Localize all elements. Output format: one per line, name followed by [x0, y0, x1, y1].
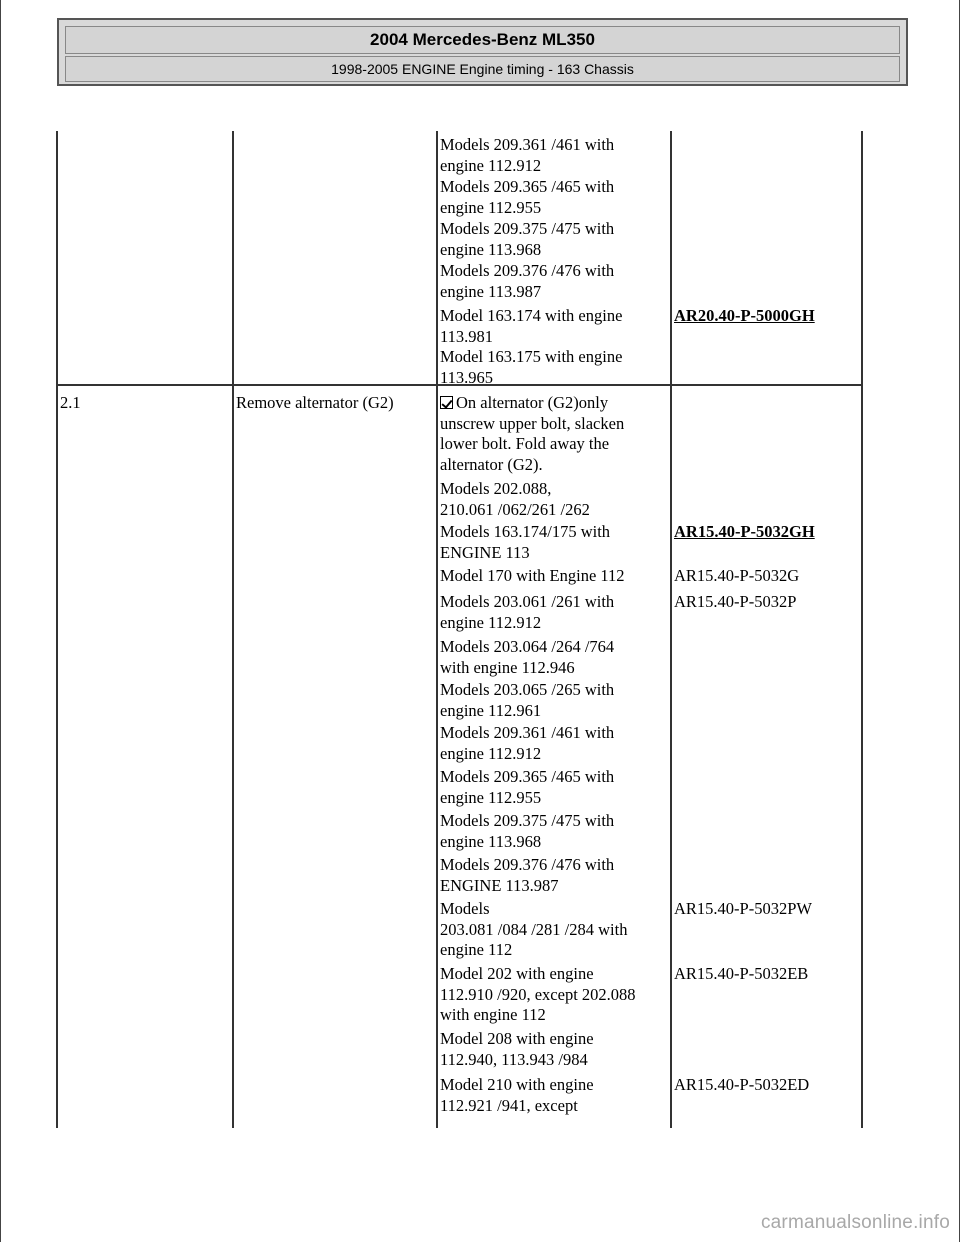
reference-link[interactable]: AR15.40-P-5032GH: [674, 522, 815, 541]
description-cell: Model 163.174 with engine 113.981: [440, 306, 623, 346]
reference-link[interactable]: AR20.40-P-5000GH: [674, 306, 815, 325]
model-cell: Models 203.061 /261 with engine 112.912: [440, 592, 615, 632]
step-instruction: [440, 393, 668, 475]
checkmark-box-icon: [440, 396, 453, 409]
model-cell: Models 209.361 /461 with engine 112.912: [440, 723, 615, 763]
reference-text: AR15.40-P-5032P: [674, 592, 797, 611]
page-border-left: [0, 0, 1, 1242]
table-column-divider-3: [670, 131, 672, 1128]
description-cell: Models 209.375 /475 with engine 113.968: [440, 219, 615, 259]
model-cell: Models 209.376 /476 with ENGINE 113.987: [440, 855, 615, 895]
step-number: 2.1: [60, 393, 81, 412]
table-column-divider-1: [232, 131, 234, 1128]
document-header: [57, 18, 908, 86]
step-action: Remove alternator (G2): [236, 393, 394, 412]
table-column-divider-2: [436, 131, 438, 1128]
model-cell: Models 203.065 /265 with engine 112.961: [440, 680, 615, 720]
description-cell: Models 209.376 /476 with engine 113.987: [440, 261, 615, 301]
model-cell: Models 202.088, 210.061 /062/261 /262: [440, 479, 590, 519]
reference-text: AR15.40-P-5032PW: [674, 899, 812, 918]
description-cell: Models 209.365 /465 with engine 112.955: [440, 177, 615, 217]
reference-text: AR15.40-P-5032ED: [674, 1075, 810, 1094]
reference-text: AR15.40-P-5032EB: [674, 964, 809, 983]
model-cell: Models 203.064 /264 /764 with engine 112.946: [440, 637, 615, 677]
description-cell: Models 209.361 /461 with engine 112.912: [440, 135, 615, 175]
step-instruction-text: On alternator (G2)only unscrew upper bolt, slacken lower bolt. Fold away the alternator (G2).: [440, 393, 625, 474]
model-cell: Models 203.081 /084 /281 /284 with engine 112: [440, 899, 628, 959]
model-cell: Models 163.174/175 with ENGINE 113: [440, 522, 611, 562]
model-cell: Model 208 with engine 112.940, 113.943 /984: [440, 1029, 594, 1069]
table-border-left: [56, 131, 58, 1128]
model-cell: Model 170 with Engine 112: [440, 566, 625, 585]
document-title: 2004 Mercedes-Benz ML350: [65, 26, 900, 54]
model-cell: Models 209.365 /465 with engine 112.955: [440, 767, 615, 807]
model-cell: Model 202 with engine 112.910 /920, except 202.088 with engine 112: [440, 964, 636, 1024]
reference-text: AR15.40-P-5032G: [674, 566, 800, 585]
table-border-right: [861, 131, 863, 1128]
model-cell: Model 210 with engine 112.921 /941, except: [440, 1075, 594, 1115]
model-cell: Models 209.375 /475 with engine 113.968: [440, 811, 615, 851]
document-subtitle: 1998-2005 ENGINE Engine timing - 163 Chassis: [65, 56, 900, 82]
footer-watermark: carmanualsonline.info: [760, 1212, 950, 1233]
description-cell: Model 163.175 with engine 113.965: [440, 347, 623, 387]
